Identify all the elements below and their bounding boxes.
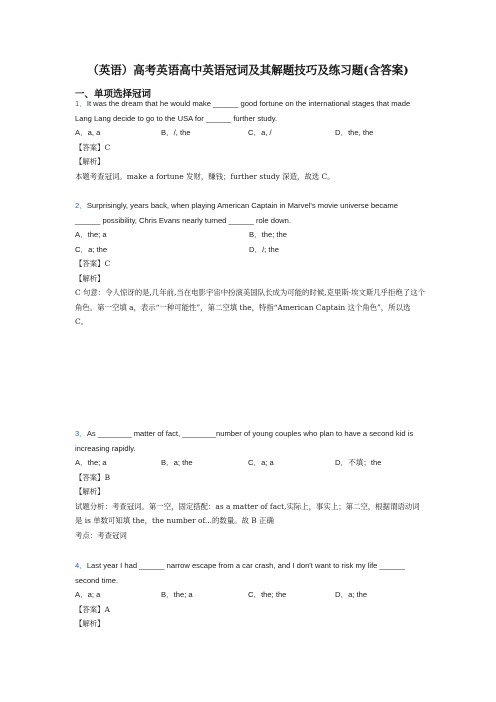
option-b: B．the; the (249, 230, 287, 239)
answer: 【答案】B (75, 472, 110, 482)
question-stem: It was the dream that he would make ______ good fortune on the international stages that made Lang Lang decide to go to the USA for ______ further study. (75, 99, 411, 123)
question-2 (75, 199, 425, 330)
answer: 【答案】C (75, 259, 111, 268)
options (75, 126, 425, 141)
option-c: C．a; a (248, 458, 274, 467)
option-b: B．/, the (161, 128, 191, 137)
options (75, 228, 425, 243)
question-1 (75, 97, 425, 184)
question-stem: Last year I had ______ narrow escape from a car crash, and I don't want to risk my life ______ second time. (75, 561, 405, 585)
analysis-label: 【解析】 (75, 487, 105, 496)
option-a: A．a; a (75, 590, 101, 599)
option-c: C．the; the (248, 590, 287, 599)
analysis-label: 【解析】 (75, 273, 105, 283)
option-d: D．/; the (249, 244, 279, 254)
question-stem: As ________ matter of fact, ________number of young couples who plan to have a second kid is increasing rapidly. (75, 429, 414, 453)
option-a: A．a, a (75, 128, 101, 137)
option-d: D．不填；the (335, 458, 382, 467)
question-number: 3． (75, 429, 87, 438)
question-number: 1． (75, 99, 87, 108)
exam-point: 考点：考查冠词 (75, 530, 127, 540)
analysis-text: 试题分析：考查冠词。第一空，固定搭配：as a matter of fact,实际上，事实上；第二空，根据谓语动词是 is 单数可知填 the，the number of...的数量。故 B 正确 (75, 501, 420, 525)
option-b: B．the; a (161, 590, 193, 599)
analysis-text: C 句意：令人惊讶的是,几年前,当在电影宇宙中扮演美国队长成为可能的时候,克里斯·埃文斯几乎拒绝了这个角色。第一空填 a，表示“一种可能性”，第二空填 the，特指“American Captain 这个角色”，所以选 C。 (75, 288, 425, 326)
answer: 【答案】C (75, 142, 111, 152)
question-3 (75, 427, 425, 543)
question-stem: Surprisingly, years back, when playing American Captain in Marvel's movie universe became ______ possibility, Chris Evans nearly turned ______ role down. (75, 201, 398, 225)
option-c: C．a; the (75, 244, 108, 254)
options (75, 456, 425, 471)
analysis-text: 本题考查冠词。make a fortune 发财，赚钱；further study 深造，故选 C。 (75, 171, 335, 181)
analysis-label: 【解析】 (75, 157, 105, 166)
options (75, 588, 425, 603)
question-4 (75, 559, 425, 632)
page-title: （英语）高考英语高中英语冠词及其解题技巧及练习题(含答案) (87, 63, 409, 77)
options (75, 243, 425, 258)
option-a: A．the; a (75, 230, 107, 239)
answer: 【答案】A (75, 604, 110, 614)
question-number: 4． (75, 561, 87, 570)
option-d: D．a; the (335, 590, 368, 599)
option-c: C．a, / (248, 128, 272, 137)
option-d: D．the, the (335, 128, 374, 137)
analysis-label: 【解析】 (75, 619, 105, 628)
question-number: 2． (75, 201, 87, 210)
option-a: A．the; a (75, 458, 107, 467)
option-b: B．a; the (161, 458, 193, 467)
section-heading: 一、单项选择冠词 (75, 89, 152, 100)
